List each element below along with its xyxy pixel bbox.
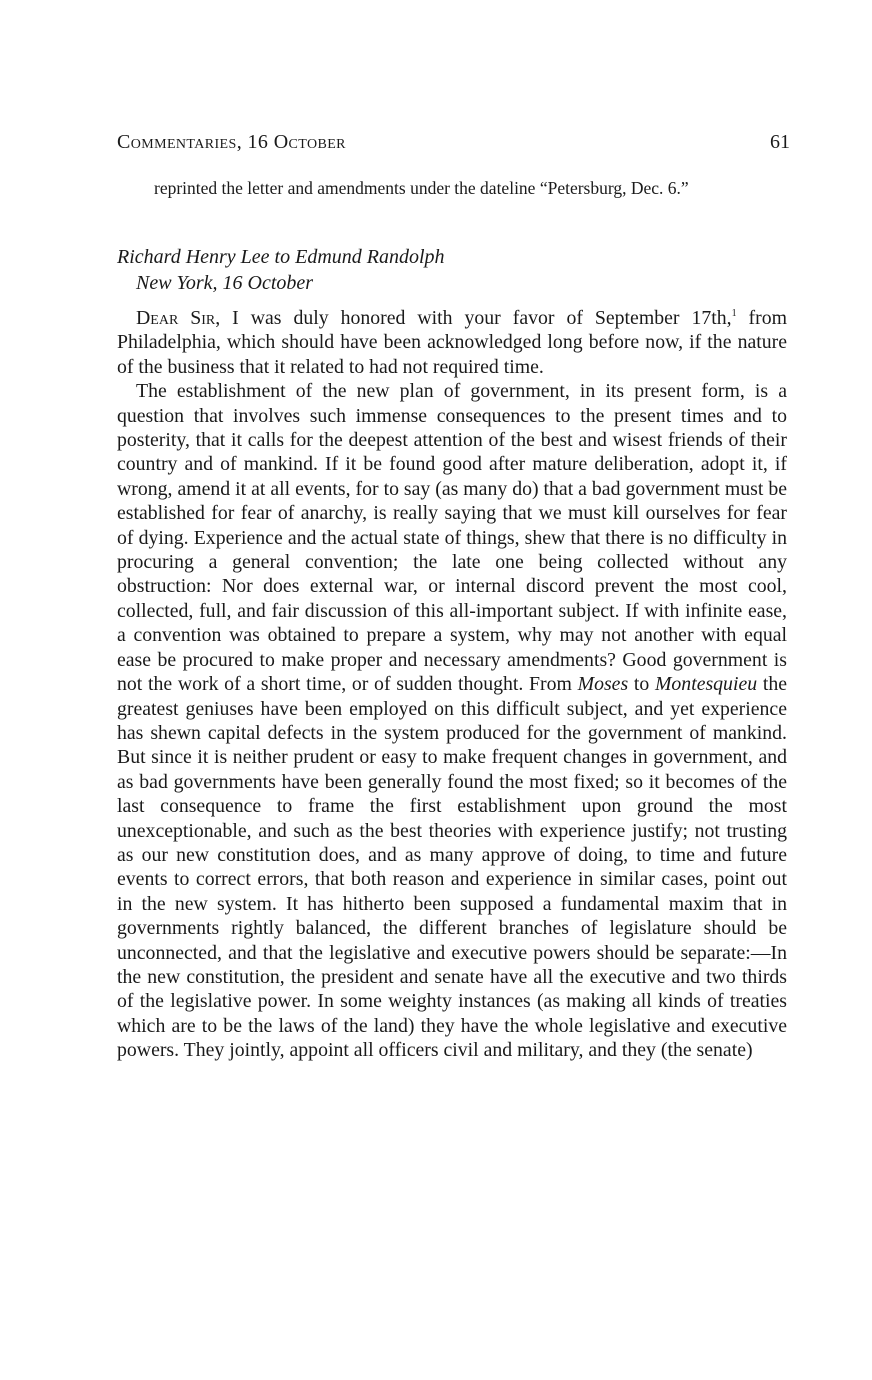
paragraph-2-part-2: the greatest geniuses have been employed on this difficult subject, and yet experience has shewn capital defects in the system produced for the government of mankind. But since it is neither prudent or easy to make frequent changes in government, and as bad governments have been generally found the most fixed; so it becomes of the last consequence to frame the first establishment upon ground the most unexceptionable, and such as the best theories with experience justify; not trusting as our new constitution does, and as many approve of doing, to time and future events to correct errors, that both reason and experience in similar cases, point out in the new system. It has hitherto been supposed a fundamental maxim that in governments rightly balanced, the different branches of legislature should be unconnected, and that the legislative and executive powers should be separate:—In the new constitution, the president and senate have all the executive and two thirds of the legislative power. In some weighty instances (as making all kinds of treaties which are to be the laws of the land) they have the whole legislative and executive powers. They jointly, appoint all officers civil and military, and they (the senate): [117, 673, 787, 1062]
paragraph-2-part-1: The establishment of the new plan of government, in its present form, is a question that involves such immense consequences to the present times and to posterity, that it calls for the deepest attention of the best and wisest friends of their country and of mankind. If it be found good after mature deliberation, adopt it, if wrong, amend it at all events, for to say (as many do) that a bad government must be established for fear of anarchy, is really saying that we must kill ourselves for fear of dying. Experience and the actual state of things, shew that there is no difficulty in procuring a general convention; the late one being collected without any obstruction: Nor does external war, or internal discord prevent the most cool, collected, full, and fair discussion of this all-important subject. If with infinite ease, a convention was obtained to prepare a system, why may not another with equal ease be procured to make proper and necessary amendments? Good government is not the work of a short time, or of sudden thought. From: [117, 380, 787, 696]
letter-heading: [117, 244, 445, 296]
note-continuation: reprinted the letter and amendments under the dateline “Petersburg, Dec. 6.”: [154, 178, 689, 198]
footnote-marker: 1: [731, 308, 737, 319]
letter-paragraph-2: [117, 379, 787, 1062]
letter-heading-dateline: New York, 16 October: [136, 272, 314, 294]
letter-paragraph-1: [117, 306, 787, 379]
name-montesquieu: Montesquieu: [654, 673, 758, 696]
paragraph-1-rest: from Philadelphia, which should have been acknowledged long before now, if the nature of the business that it related to had not required time.: [117, 307, 787, 378]
salutation: Dear Sir,: [136, 307, 221, 329]
letter-heading-title: Richard Henry Lee to Edmund Randolph: [117, 246, 445, 268]
name-moses: Moses: [577, 673, 629, 696]
paragraph-1-text: I was duly honored with your favor of September 17th,: [220, 307, 732, 329]
running-head: [117, 131, 792, 159]
letter-body: [117, 306, 787, 1063]
paragraph-2-to: to: [628, 673, 655, 696]
page-number: 61: [770, 131, 790, 153]
running-head-title: Commentaries, 16 October: [117, 131, 346, 153]
